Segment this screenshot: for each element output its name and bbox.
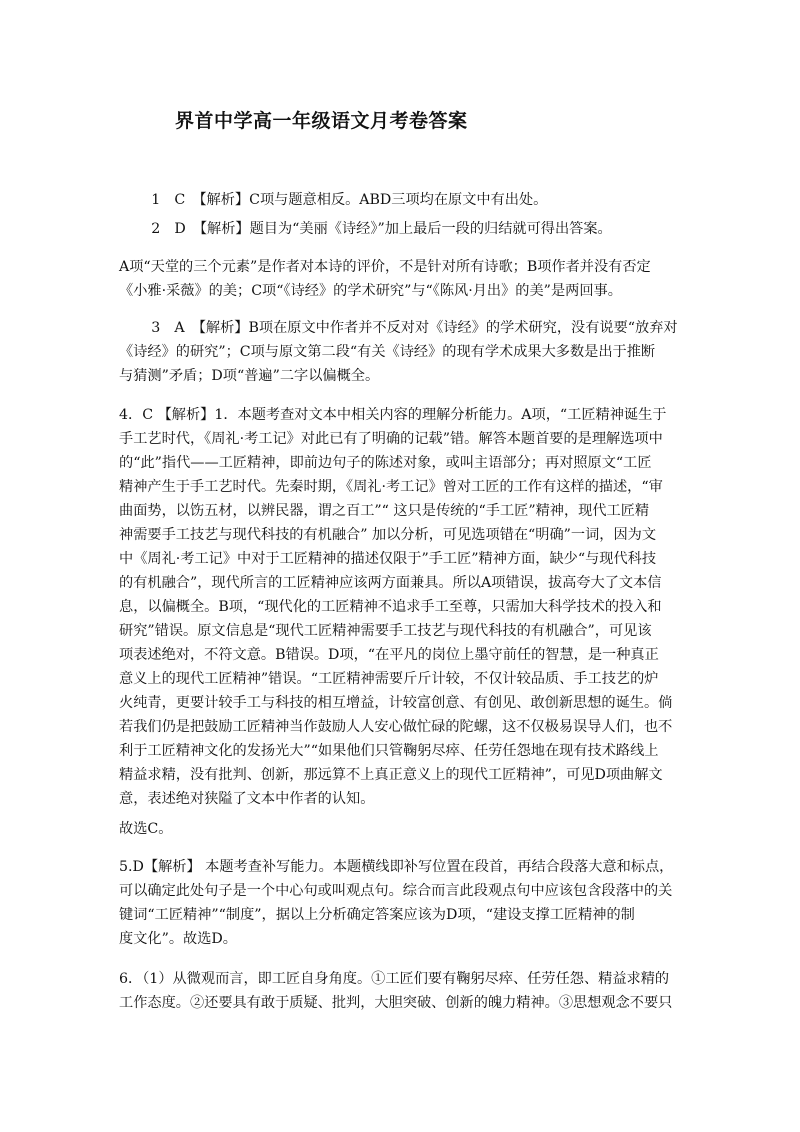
answer-5	[119, 855, 681, 951]
text-line: 火纯青，更要计较手工与科技的相互增益，计较富创意、有创见、敢创新思想的诞生。倘	[119, 695, 673, 711]
text-line: 的“此”指代——工匠精神，即前边句子的陈述对象，或叫主语部分；再对照原文“工匠	[119, 455, 652, 471]
text-line: 曲面势，以饬五材，以辨民器，谓之百工”“ 这只是传统的“手工匠”精神，现代工匠精	[119, 503, 650, 519]
text-line: 精神产生于手工艺时代。先秦时期，《周礼·考工记》曾对工匠的工作有这样的描述，“审	[119, 479, 663, 495]
page-title: 界首中学高一年级语文月考卷答案	[175, 110, 468, 132]
answer-4	[119, 403, 681, 811]
answer-2-analysis	[119, 255, 681, 303]
text-line: 若我们仍是把鼓励工匠精神当作鼓励人人安心做忙碌的陀螺，这不仅极易误导人们，也不	[119, 719, 673, 735]
answer-6	[119, 967, 681, 1015]
text-line: 键词“工匠精神”“制度”，据以上分析确定答案应该为D项，“建设支撑工匠精神的制	[119, 907, 635, 923]
text-line: 项表述绝对，不符文意。B错误。D项，“在平凡的岗位上墨守前任的智慧，是一种真正	[119, 647, 659, 663]
text-line: 3 A 【解析】B项在原文中作者并不反对对《诗经》的学术研究，没有说要“放弃对	[137, 320, 678, 336]
text-line: A项“天堂的三个元素”是作者对本诗的评价，不是针对所有诗歌；B项作者并没有否定	[119, 259, 651, 275]
answer-4-conclusion	[119, 817, 681, 841]
text-line: 《小雅·采薇》的美；C项“《诗经》的学术研究”与“《陈风·月出》的美”是两回事。	[119, 283, 622, 299]
text-line: 意义上的现代工匠精神”错误。“工匠精神需要斤斤计较，不仅计较品质、手工技艺的炉	[119, 671, 659, 687]
text-line: 与猜测”矛盾；D项“普遍”二字以偏概全。	[119, 368, 380, 384]
text-line: 中《周礼·考工记》中对于工匠精神的描述仅限于”手工匠”精神方面，缺少“与现代科技	[119, 551, 657, 567]
text-line: 5.D【解析】 本题考查补写能力。本题横线即补写位置在段首，再结合段落大意和标点，	[119, 859, 674, 875]
text-line: 的有机融合”，现代所言的工匠精神应该两方面兼具。所以A项错误，拔高夸大了文本信	[119, 575, 662, 591]
text-line: 故选C。	[119, 821, 173, 837]
answer-1-2	[119, 188, 681, 241]
text-line: 工作态度。②还要具有敢于质疑、批判，大胆突破、创新的魄力精神。③思想观念不要只	[119, 995, 673, 1011]
text-line: 2 D 【解析】题目为“美丽《诗经》”加上最后一段的归结就可得出答案。	[137, 221, 612, 237]
text-line: 《诗经》的研究”；C项与原文第二段“有关《诗经》的现有学术成果大多数是出于推断	[119, 344, 656, 360]
text-line: 1 C 【解析】C项与题意相反。ABD三项均在原文中有出处。	[137, 192, 548, 208]
text-line: 利于工匠精神文化的发扬光大”“如果他们只管鞠躬尽瘁、任劳任怨地在现有技术路线上	[119, 743, 659, 759]
text-line: 研究”错误。原文信息是“现代工匠精神需要手工技艺与现代科技的有机融合”，可见该	[119, 623, 652, 639]
text-line: 6．（1）从微观而言，即工匠自身角度。①工匠们要有鞠躬尽瘁、任劳任怨、精益求精的	[119, 971, 670, 987]
text-line: 可以确定此处句子是一个中心句或叫观点句。综合而言此段观点句中应该包含段落中的关	[119, 883, 673, 899]
text-line: 神需要手工技艺与现代科技的有机融合” 加以分析，可见选项错在“明确”一词，因为文	[119, 527, 657, 543]
text-line: 手工艺时代，《周礼·考工记》对此已有了明确的记载”错。解答本题首要的是理解选项中	[119, 431, 663, 447]
text-line: 息，以偏概全。B项，“现代化的工匠精神不追求手工至尊，只需加大科学技术的投入和	[119, 599, 662, 615]
text-line: 4．C 【解析】1．本题考查对文本中相关内容的理解分析能力。A项，“工匠精神诞生于	[119, 407, 667, 423]
text-line: 意，表述绝对狭隘了文本中作者的认知。	[119, 791, 375, 807]
text-line: 精益求精，没有批判、创新，那远算不上真正意义上的现代工匠精神”，可见D项曲解文	[119, 767, 663, 783]
text-line: 度文化”。故选D。	[119, 931, 237, 947]
answer-3	[119, 316, 681, 388]
